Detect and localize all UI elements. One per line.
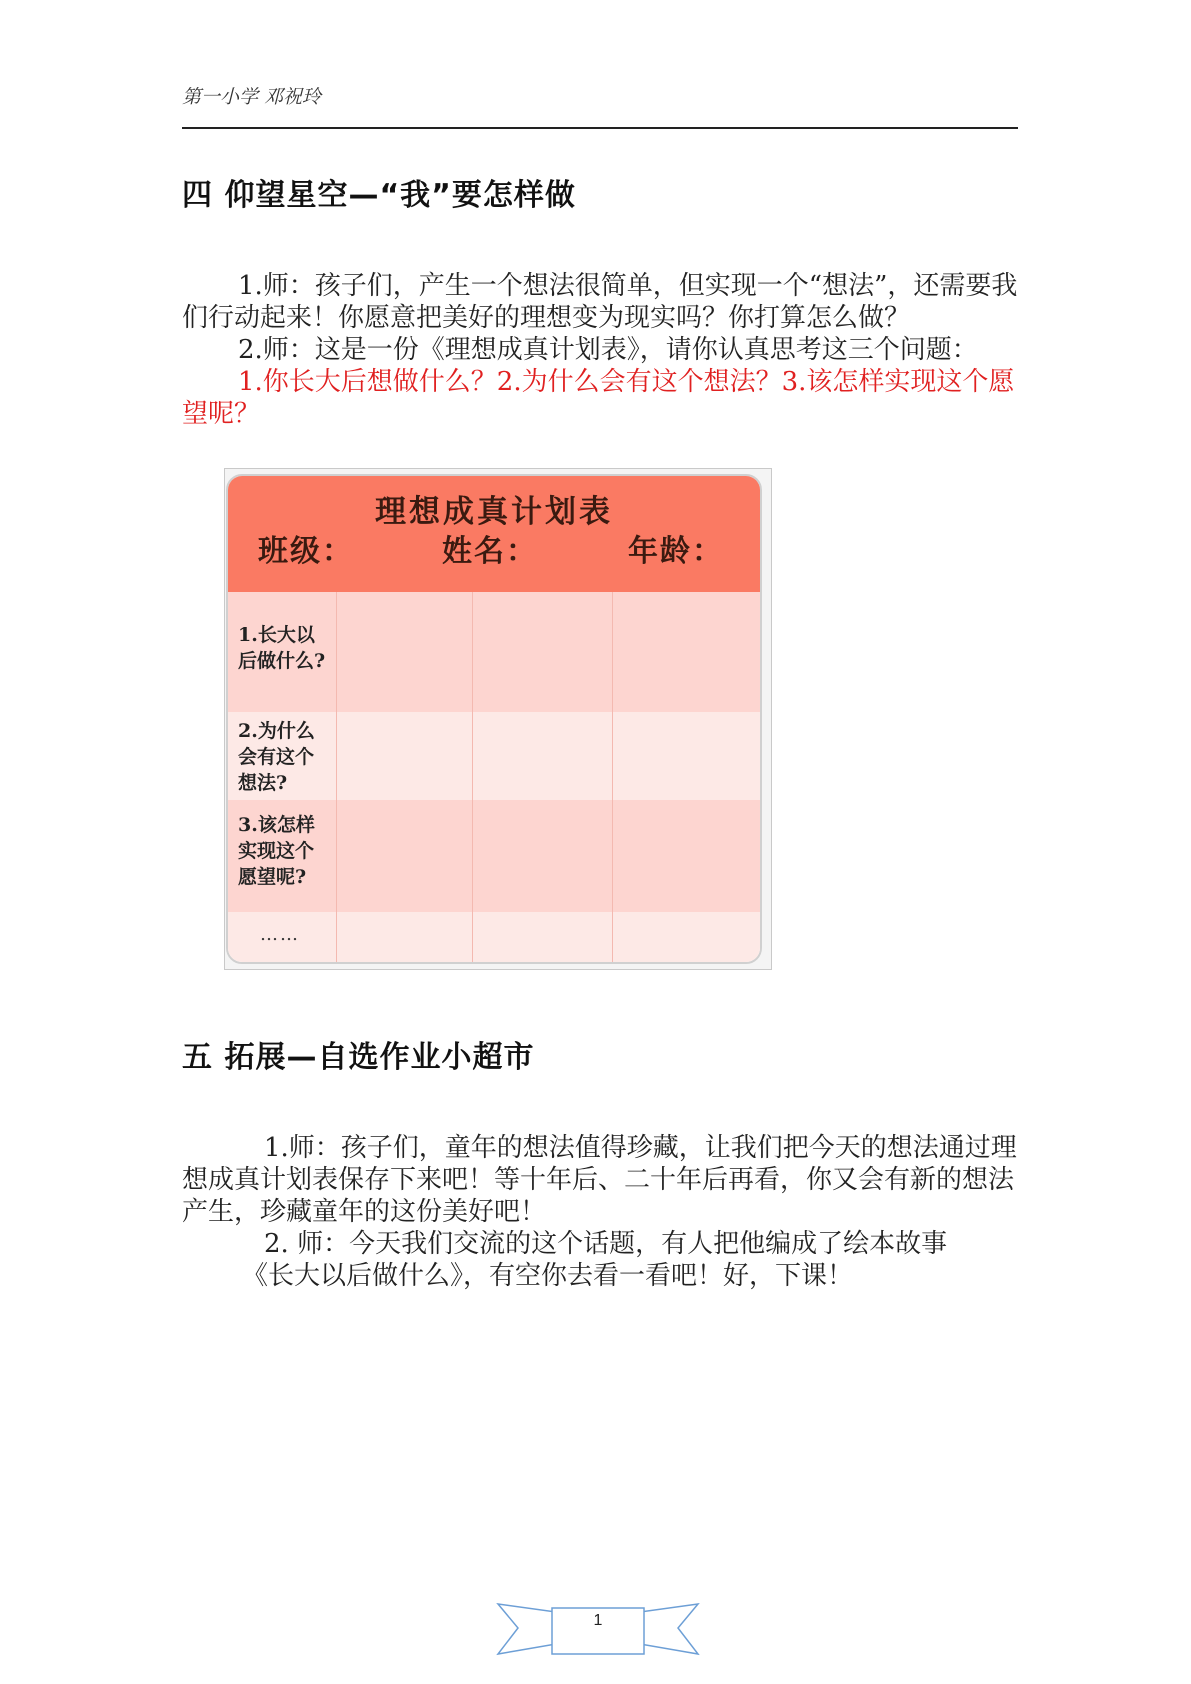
ellipsis-text: …… bbox=[260, 924, 300, 945]
page-number: 1 bbox=[593, 1612, 603, 1629]
column-divider bbox=[612, 592, 613, 962]
field-class: 班级： bbox=[258, 534, 354, 569]
section-5-heading: 五 拓展—自选作业小超市 bbox=[182, 1040, 535, 1075]
field-age: 年龄： bbox=[628, 534, 724, 569]
plan-table-title: 理想成真计划表 bbox=[375, 494, 613, 530]
field-name: 姓名： bbox=[442, 534, 538, 569]
section-4-paragraph-2: 2.师：这是一份《理想成真计划表》，请你认真思考这三个问题： bbox=[238, 335, 978, 365]
section-4-heading: 四 仰望星空—“我”要怎样做 bbox=[182, 178, 576, 213]
table-row bbox=[228, 592, 760, 712]
section-4-paragraph-1: 1.师：孩子们，产生一个想法很简单，但实现一个“想法”，还需要我们行动起来！你愿意把美好的理想变为现实吗？你打算怎么做？ bbox=[182, 271, 1018, 333]
page-number-ribbon bbox=[496, 1598, 700, 1662]
row-label-2: 2.为什么 会有这个 想法? bbox=[238, 720, 315, 794]
plan-table-header bbox=[228, 476, 760, 592]
header-divider bbox=[182, 127, 1018, 129]
section-5-body bbox=[182, 1132, 1018, 1292]
section-5-paragraph-2-cont: 《长大以后做什么》，有空你去看一看吧！好，下课！ bbox=[242, 1261, 854, 1291]
section-4-questions: 1.你长大后想做什么？2.为什么会有这个想法？3.该怎样实现这个愿望呢？ bbox=[182, 367, 1015, 429]
column-divider bbox=[472, 592, 473, 962]
table-row bbox=[228, 912, 760, 964]
row-label-1: 1.长大以 后做什么? bbox=[238, 624, 326, 672]
section-4-body bbox=[182, 270, 1018, 430]
section-5-paragraph-2: 2. 师：今天我们交流的这个话题，有人把他编成了绘本故事 bbox=[264, 1229, 948, 1259]
table-row bbox=[228, 712, 760, 800]
table-row bbox=[228, 800, 760, 912]
page-header: 第一小学 邓祝玲 bbox=[182, 86, 322, 108]
row-label-3: 3.该怎样 实现这个 愿望呢? bbox=[238, 814, 315, 888]
column-divider bbox=[336, 592, 337, 962]
plan-table bbox=[226, 474, 762, 964]
section-5-paragraph-1: 1.师：孩子们，童年的想法值得珍藏，让我们把今天的想法通过理想成真计划表保存下来吧！等十年后、二十年后再看，你又会有新的想法产生，珍藏童年的这份美好吧！ bbox=[182, 1133, 1017, 1227]
